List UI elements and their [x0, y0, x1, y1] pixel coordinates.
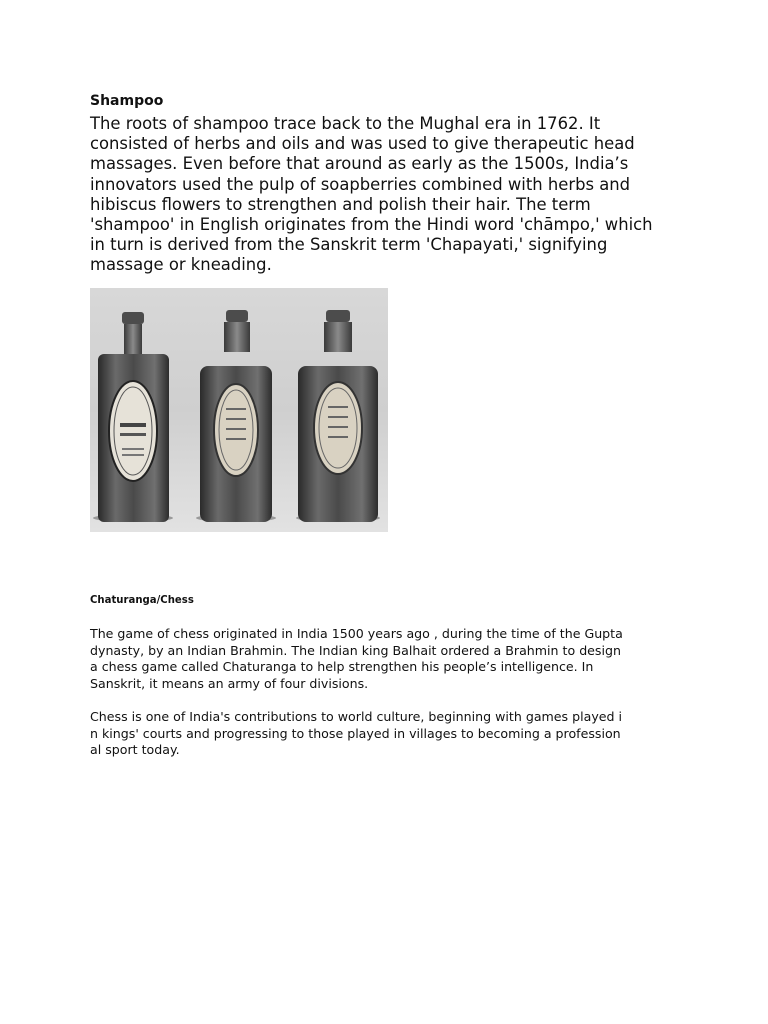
chess-heading: Chaturanga/Chess [90, 593, 194, 606]
chess-paragraph-2: Chess is one of India's contributions to world culture, beginning with games played i n kings' courts and progressing to those played in villages to becoming a profession al sport today. [90, 709, 623, 758]
shampoo-paragraph: The roots of shampoo trace back to the Mughal era in 1762. It consisted of herbs and oils and was used to give therapeutic head massages. Even before that around as early as the 1500s, India’s innovators used the pulp of soapberries combined with herbs and hibiscus flowers to strengthen and polish their hair. The term 'shampoo' in English originates from the Hindi word 'chāmpo,' which in turn is derived from the Sanskrit term 'Chapayati,' signifying massage or kneading. [90, 114, 653, 275]
shampoo-bottles-photo [90, 288, 388, 532]
shampoo-heading: Shampoo [90, 93, 164, 109]
chess-paragraph-1: The game of chess originated in India 1500 years ago , during the time of the Gupta dynasty, by an Indian Brahmin. The Indian king Balhait ordered a Brahmin to design a chess game called Chaturanga to help strengthen his people’s intelligence. In Sanskrit, it means an army of four divisions. [90, 626, 623, 691]
